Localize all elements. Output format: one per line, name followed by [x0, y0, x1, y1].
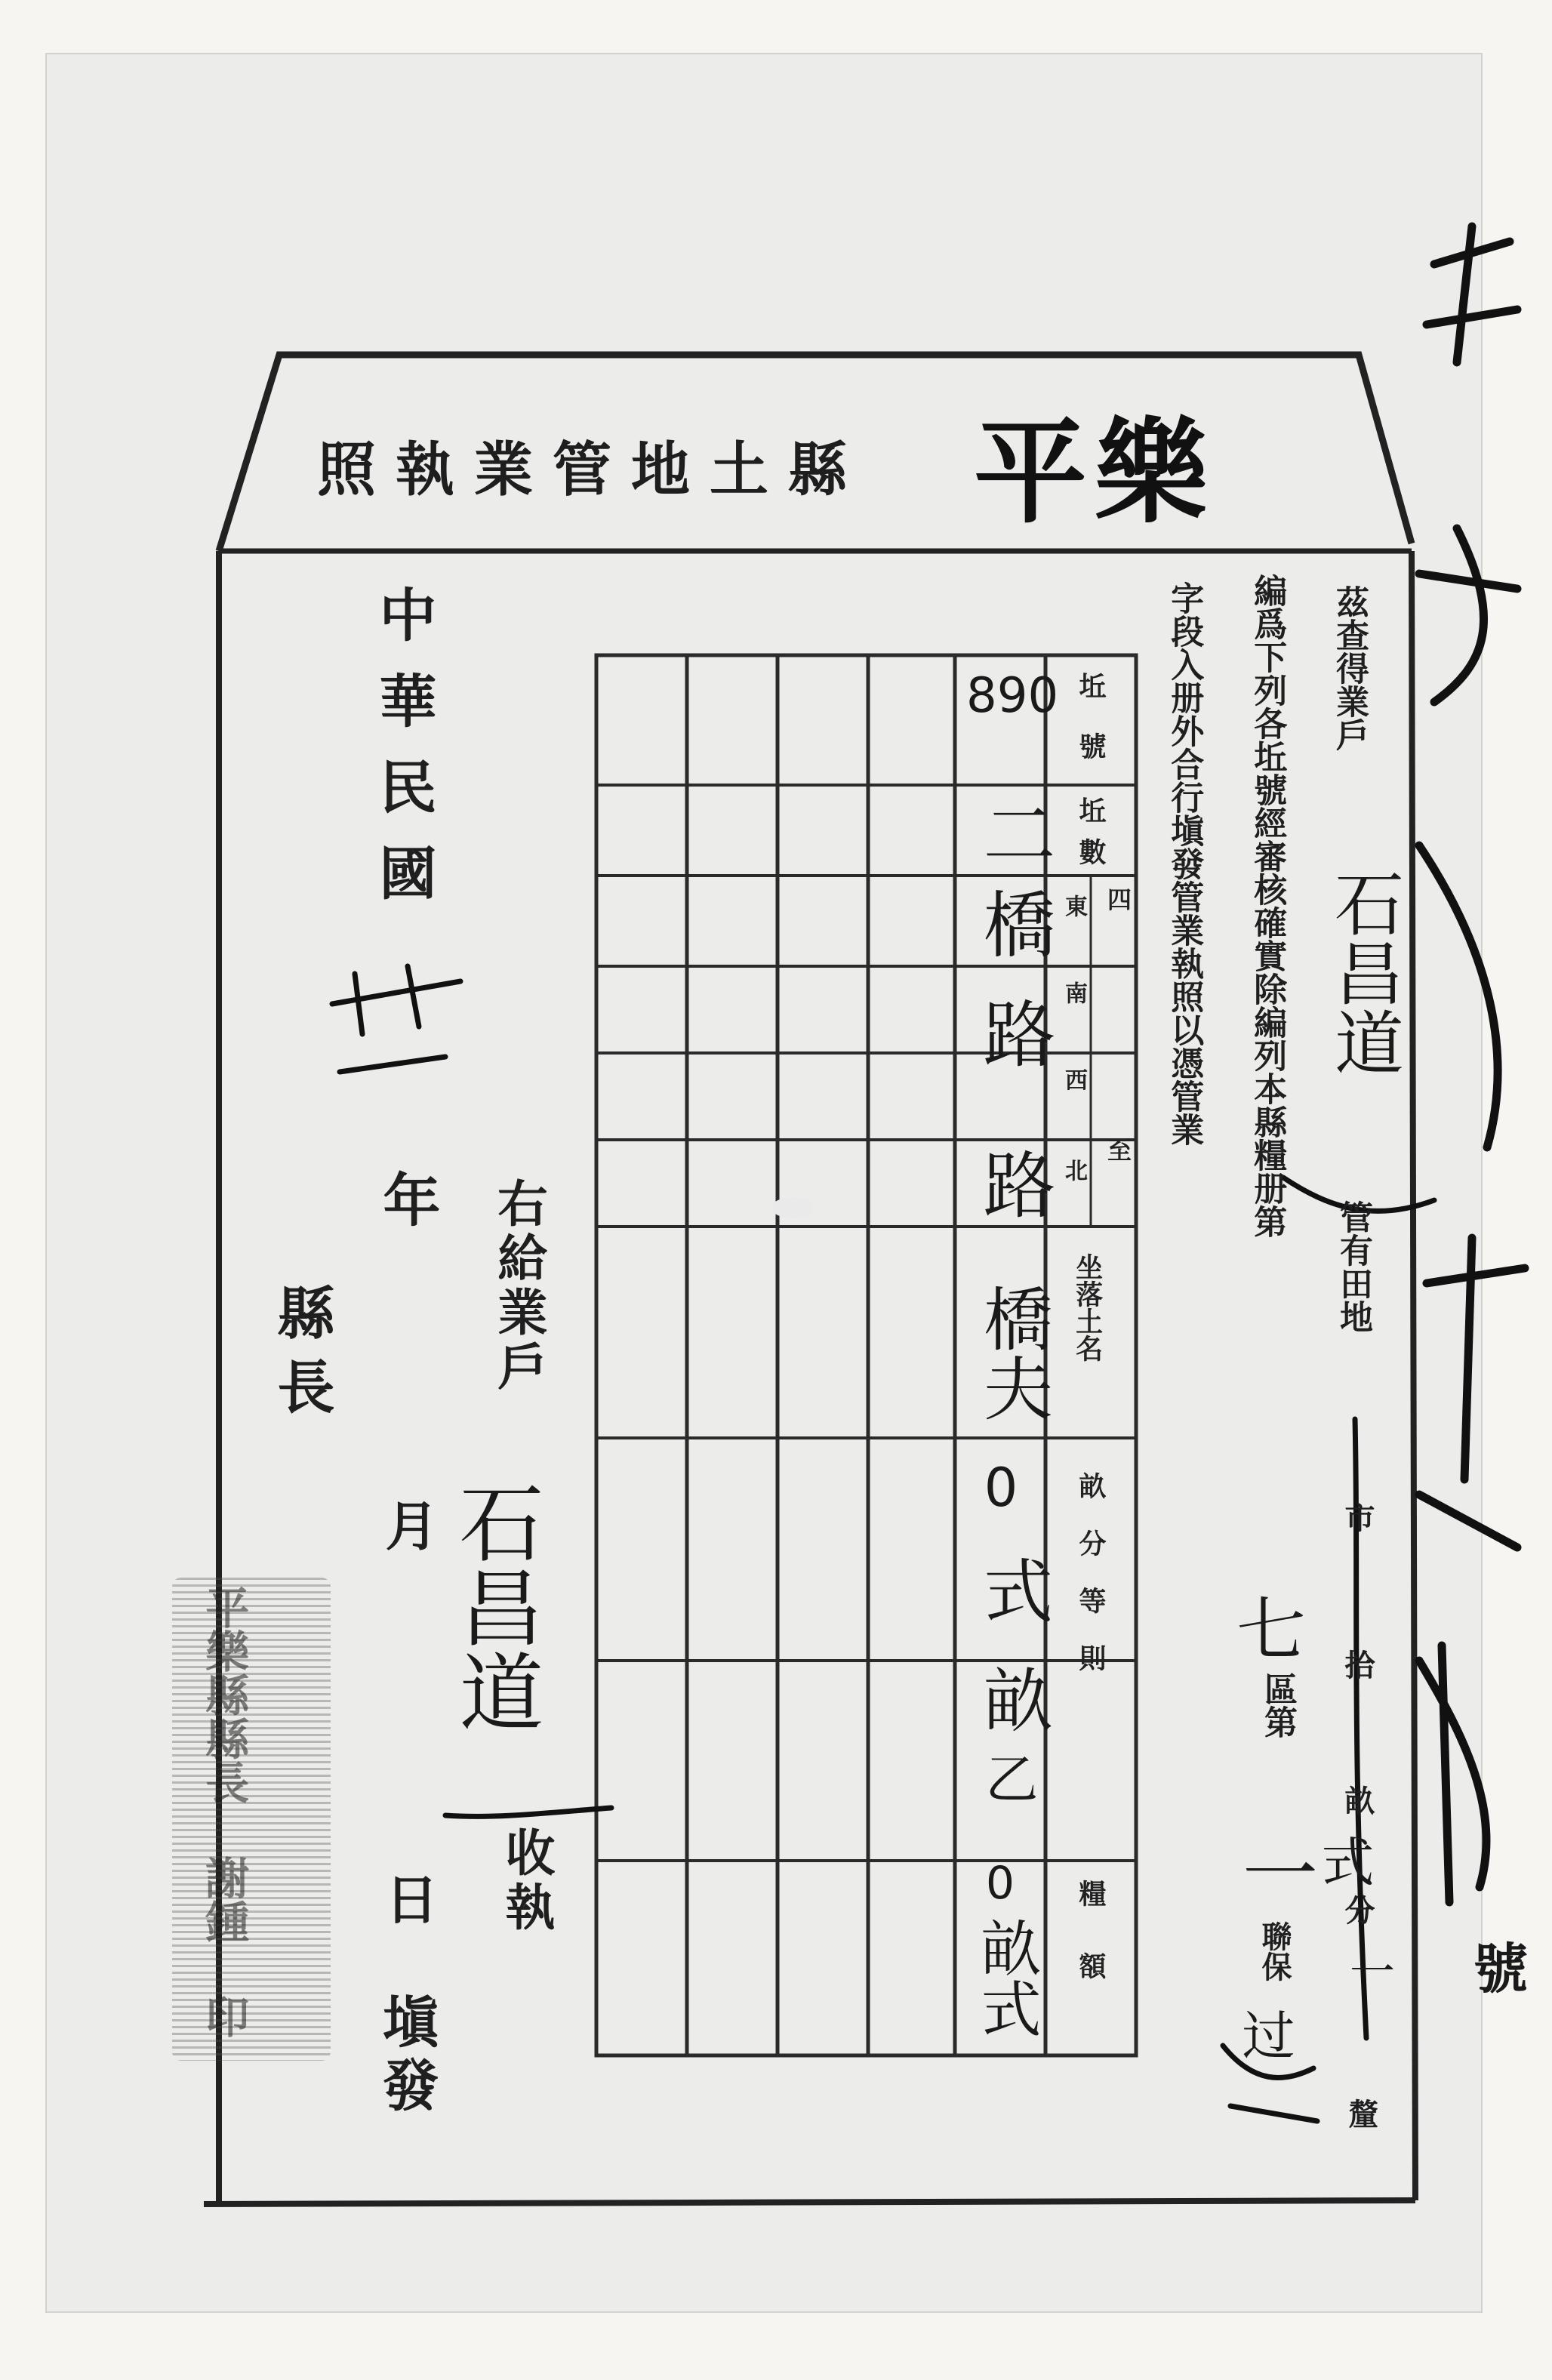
- entry-tax-1: 0: [974, 1857, 1027, 1910]
- entry-location: 橋夫: [972, 1283, 1053, 1422]
- hdr-area: 畝分等則: [1075, 1472, 1107, 1701]
- official-seal-text: 平樂縣縣長 謝鍾 印: [198, 1585, 250, 2038]
- text-line-4: 字段入册外合行塡發管業執照以憑管業: [1165, 581, 1204, 1146]
- entry-area-3: 畝: [972, 1664, 1053, 1734]
- area-hand-2: 一: [1342, 1947, 1395, 1993]
- official-title: 縣長: [268, 1283, 335, 1431]
- hdr-plot-no-2: 號: [1075, 732, 1107, 759]
- serial-handwriting: [1419, 226, 1525, 1902]
- hdr-north: 北: [1061, 1159, 1087, 1181]
- entry-plot-count: 二: [972, 796, 1056, 869]
- district-hand: 七: [1225, 1593, 1306, 1662]
- owner-name-hand: 石昌道: [1323, 868, 1404, 1076]
- certificate-title: 縣土地管業執照: [317, 436, 867, 504]
- district-unit: 區第: [1258, 1672, 1297, 1738]
- entry-plot-no: 890: [966, 668, 1059, 724]
- section-hand: 一: [1230, 1834, 1318, 1910]
- entry-boundary-3: 路: [972, 1147, 1056, 1220]
- unit-fen: 分: [1340, 1895, 1375, 1925]
- date-issue-label: 塡發: [374, 1993, 439, 2120]
- recipient-label-2: 收執: [497, 1827, 556, 1935]
- entry-area-2: 式: [972, 1555, 1053, 1624]
- hdr-plot-count-2: 數: [1075, 838, 1107, 865]
- unit-li: 釐: [1344, 2098, 1379, 2129]
- date-month-label: 月: [377, 1498, 439, 1551]
- serial-printed-char: 號: [1464, 1940, 1528, 1994]
- hdr-location: 坐落土名: [1071, 1253, 1104, 1362]
- recipient-name-hand: 石昌道: [445, 1479, 544, 1733]
- entry-tax-2: 畝式: [971, 1917, 1041, 2038]
- date-era: 中華民國: [370, 585, 437, 929]
- text-line-2a: 管有田地: [1334, 1200, 1372, 1333]
- hdr-plot-count-1: 坵: [1075, 796, 1107, 824]
- entry-area-1: 0: [970, 1457, 1032, 1519]
- recipient-label-1: 右給業戶: [489, 1178, 548, 1395]
- unit-shi-ten: 拾: [1340, 1649, 1375, 1680]
- hdr-west: 西: [1061, 1068, 1087, 1091]
- text-line-1: 茲查得業戶: [1330, 585, 1369, 751]
- hdr-tax: 糧額: [1075, 1880, 1107, 2024]
- county-name-brush: 平樂: [974, 406, 1216, 539]
- hdr-plot-no-1: 坵: [1075, 672, 1107, 699]
- entry-boundary-1: 橋: [972, 887, 1056, 959]
- date-day-label: 日: [377, 1872, 439, 1925]
- area-hand-1: 式: [1313, 1834, 1375, 1887]
- section-unit: 聯保: [1257, 1921, 1292, 1981]
- section-hand-2: 过: [1233, 2008, 1295, 2061]
- text-line-3: 編爲下列各坵號經審核確實除編列本縣糧册第: [1248, 574, 1287, 1238]
- date-year-label: 年: [374, 1170, 441, 1227]
- entry-area-4: 乙: [977, 1751, 1039, 1804]
- entry-boundary-2: 路: [972, 996, 1056, 1069]
- unit-mu: 畝: [1340, 1785, 1375, 1815]
- hdr-boundaries: 四至: [1104, 887, 1132, 1388]
- hdr-east: 東: [1061, 894, 1087, 917]
- unit-shi: 市: [1340, 1502, 1375, 1532]
- hdr-south: 南: [1061, 981, 1087, 1004]
